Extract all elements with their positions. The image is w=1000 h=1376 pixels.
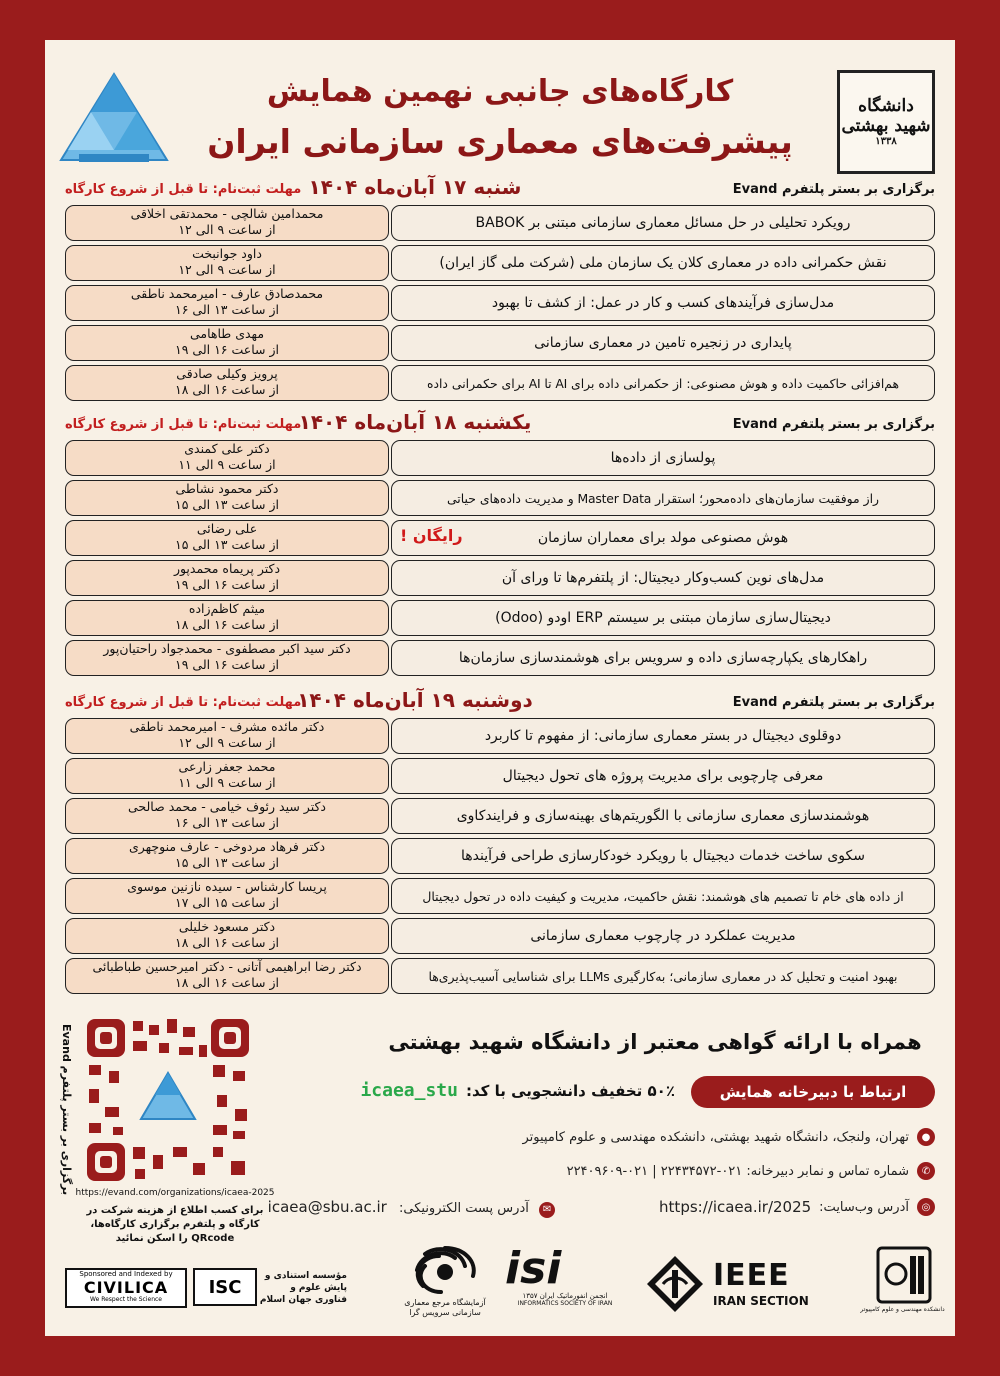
sbu-logo-text: دانشگاه شهید بهشتی <box>841 96 931 136</box>
workshop-speaker-card <box>65 958 389 994</box>
workshop-speaker-card <box>65 245 389 281</box>
discount-code: icaea_stu <box>360 1080 458 1101</box>
contact-secretariat-button[interactable]: ارتباط با دبیرخانه همایش <box>691 1076 935 1108</box>
day-3-deadline: مهلت ثبت‌نام: تا قبل از شروع کارگاه <box>65 695 302 710</box>
email-line <box>268 1198 555 1218</box>
sbu-logo-year: ۱۳۳۸ <box>875 136 897 147</box>
speaker-name: دکتر مائده مشرف - امیرمحمد ناطقی <box>129 719 325 734</box>
workshop-topic: دوقلوی دیجیتال در بستر معماری سازمانی: از مفهوم تا کاربرد <box>391 718 935 754</box>
workshop-topic: هوشمندسازی معماری سازمانی با الگوریتم‌های بهینه‌سازی و فرایندکاوی <box>391 798 935 834</box>
workshop-row <box>65 205 935 241</box>
workshop-speaker-card <box>65 285 389 321</box>
workshop-topic: پایداری در زنجیره تامین در معماری سازمانی <box>391 325 935 361</box>
isi-mark: isi <box>505 1243 562 1294</box>
workshop-topic: از داده های خام تا تصمیم های هوشمند: نقش حاکمیت، مدیریت و کیفیت داده در تحول دیجیتال <box>391 878 935 914</box>
workshop-time: از ساعت ۹ الی ۱۱ <box>178 457 276 472</box>
speaker-name: پرویز وکیلی صادقی <box>176 366 278 381</box>
workshop-speaker-card <box>65 600 389 636</box>
workshop-speaker-card <box>65 520 389 556</box>
isc-logo: ISC <box>193 1268 257 1306</box>
workshop-speaker-card <box>65 365 389 401</box>
faculty-caption: دانشکده مهندسی و علوم کامپیوتر <box>860 1306 945 1313</box>
workshop-speaker-card <box>65 918 389 954</box>
workshop-speaker-card <box>65 205 389 241</box>
workshop-time: از ساعت ۱۳ الی ۱۵ <box>174 497 279 512</box>
speaker-name: محمد جعفر زارعی <box>178 759 276 774</box>
workshop-speaker-card <box>65 440 389 476</box>
speaker-name: دکتر مسعود خلیلی <box>178 919 276 934</box>
workshop-time: از ساعت ۱۶ الی ۱۸ <box>174 935 279 950</box>
qr-url[interactable]: https://evand.com/organizations/icaea-2025 <box>75 1188 275 1198</box>
workshop-topic: راز موفقیت سازمان‌های داده‌محور؛ استقرار Master Data و مدیریت داده‌های حیاتی <box>391 480 935 516</box>
phone-text: شماره تماس و نمابر دبیرخانه: ۰۲۱-۲۲۴۳۴۵۷۲ | ۰۲۱-۲۲۴۰۹۶۰۹ <box>566 1163 909 1179</box>
day-2-deadline: مهلت ثبت‌نام: تا قبل از شروع کارگاه <box>65 417 302 432</box>
student-discount <box>360 1080 675 1101</box>
day-3-header <box>65 688 935 718</box>
workshop-time: از ساعت ۱۳ الی ۱۶ <box>174 302 279 317</box>
day-1-deadline: مهلت ثبت‌نام: تا قبل از شروع کارگاه <box>65 182 302 197</box>
workshop-topic: بهبود امنیت و تحلیل کد در معماری سازمانی؛ به‌کارگیری LLMs برای شناسایی آسیب‌پذیری‌ها <box>391 958 935 994</box>
certificate-note: همراه با ارائه گواهی معتبر از دانشگاه شهید بهشتی <box>388 1030 922 1054</box>
workshop-topic: مدل‌های نوین کسب‌وکار دیجیتال: از پلتفرم‌ها تا ورای آن <box>391 560 935 596</box>
workshop-row <box>65 440 935 476</box>
qr-code[interactable] <box>83 1015 253 1185</box>
speaker-name: دکتر رضا ابراهیمی آتانی - دکتر امیرحسین طباطبائی <box>92 959 362 974</box>
workshop-time: از ساعت ۱۶ الی ۱۸ <box>174 975 279 990</box>
website-link[interactable]: https://icaea.ir/2025 <box>659 1198 812 1216</box>
isc-caption: مؤسسه استنادی و پایش علوم و فناوری جهان اسلام <box>259 1271 347 1305</box>
email-icon: ✉ <box>539 1202 555 1218</box>
workshop-time: از ساعت ۱۶ الی ۱۹ <box>174 577 279 592</box>
sbu-logo <box>837 70 935 174</box>
workshop-speaker-card <box>65 640 389 676</box>
isi-logo <box>505 1243 625 1316</box>
address-text: تهران، ولنجک، دانشگاه شهید بهشتی، دانشکده مهندسی و علوم کامپیوتر <box>522 1129 909 1145</box>
workshop-time: از ساعت ۹ الی ۱۲ <box>178 735 276 750</box>
workshop-topic: نقش حکمرانی داده در معماری کلان یک سازمان ملی (شرکت ملی گاز ایران) <box>391 245 935 281</box>
workshop-topic: سکوی ساخت خدمات دیجیتال با رویکرد خودکارسازی طراحی فرآیندها <box>391 838 935 874</box>
workshop-row <box>65 878 935 914</box>
website-label: آدرس وب‌سایت: <box>819 1199 909 1215</box>
qr-instruction: برای کسب اطلاع از هزینه شرکت در کارگاه و پلتفرم برگزاری کارگاه‌ها، QRcode را اسکن نمائید <box>86 1205 264 1244</box>
workshop-time: از ساعت ۱۳ الی ۱۵ <box>174 855 279 870</box>
day-1-date: شنبه ۱۷ آبان‌ماه ۱۴۰۴ <box>308 175 522 199</box>
workshop-time: از ساعت ۱۶ الی ۱۸ <box>174 382 279 397</box>
civilica-name: CIVILICA <box>83 1278 169 1297</box>
speaker-name: دکتر فرهاد مردوخی - عارف منوچهری <box>128 839 326 854</box>
isi-caption-en: INFORMATICS SOCIETY OF IRAN <box>517 1300 613 1307</box>
faculty-logo <box>850 1246 955 1320</box>
speaker-name: دکتر سید اکبر مصطفوی - محمدجواد راحتیان‌پور <box>103 641 351 656</box>
day-2-platform: برگزاری بر بستر پلتفرم Evand <box>732 417 935 432</box>
title-line-2: پیشرفت‌های معماری سازمانی ایران <box>207 122 793 161</box>
day-3-section <box>65 688 935 998</box>
workshop-row <box>65 640 935 676</box>
day-2-section <box>65 410 935 680</box>
workshop-topic: مدیریت عملکرد در چارچوب معماری سازمانی <box>391 918 935 954</box>
phone-line <box>567 1162 935 1180</box>
workshop-row <box>65 285 935 321</box>
workshop-speaker-card <box>65 798 389 834</box>
workshop-row <box>65 718 935 754</box>
workshop-topic: هم‌افزائی حاکمیت داده و هوش مصنوعی: از حکمرانی داده برای AI تا AI برای حکمرانی داده <box>391 365 935 401</box>
workshop-topic: دیجیتال‌سازی سازمان مبتنی بر سیستم ERP اودو (Odoo) <box>391 600 935 636</box>
speaker-name: علی رضائی <box>196 521 258 536</box>
workshop-speaker-card <box>65 718 389 754</box>
workshop-speaker-card <box>65 838 389 874</box>
workshop-time: از ساعت ۹ الی ۱۲ <box>178 222 276 237</box>
civilica-tagline: We Respect the Science <box>90 1296 162 1303</box>
workshop-row <box>65 600 935 636</box>
day-2-header <box>65 410 935 440</box>
speaker-name: دکتر محمود نشاطی <box>175 481 279 496</box>
workshop-row <box>65 560 935 596</box>
soa-lab-swirl-icon <box>395 1240 495 1298</box>
ieee-wordmark: IEEE <box>713 1258 790 1293</box>
speaker-name: محمدصادق عارف - امیرمحمد ناطقی <box>130 286 324 301</box>
workshop-speaker-card <box>65 758 389 794</box>
location-pin-icon: ● <box>917 1128 935 1146</box>
icaea-pyramid-logo <box>55 70 173 170</box>
poster <box>45 40 955 1336</box>
soa-lab-logo <box>395 1240 495 1320</box>
workshop-topic: رویکرد تحلیلی در حل مسائل معماری سازمانی مبتنی بر BABOK <box>391 205 935 241</box>
speaker-name: داود جوانبخت <box>192 246 262 261</box>
workshop-time: از ساعت ۱۳ الی ۱۵ <box>174 537 279 552</box>
workshop-time: از ساعت ۱۶ الی ۱۹ <box>174 657 279 672</box>
workshop-row <box>65 758 935 794</box>
workshop-row <box>65 798 935 834</box>
workshop-time: از ساعت ۱۶ الی ۱۹ <box>174 342 279 357</box>
workshop-row <box>65 918 935 954</box>
sponsor-logos <box>65 1240 945 1320</box>
isi-caption-fa: انجمن انفورماتیک ایران ۱۳۵۷ <box>522 1292 608 1300</box>
workshop-time: از ساعت ۱۳ الی ۱۶ <box>174 815 279 830</box>
workshop-topic: راهکارهای یکپارچه‌سازی داده و سرویس برای هوشمندسازی سازمان‌ها <box>391 640 935 676</box>
workshop-row <box>65 365 935 401</box>
speaker-name: دکتر علی کمندی <box>184 441 270 456</box>
speaker-name: دکتر سید رئوف خیامی - محمد صالحی <box>128 799 326 814</box>
day-3-date: دوشنبه ۱۹ آبان‌ماه ۱۴۰۴ <box>297 688 533 712</box>
workshop-row <box>65 520 935 556</box>
workshop-speaker-card <box>65 878 389 914</box>
workshop-time: از ساعت ۹ الی ۱۱ <box>178 775 276 790</box>
discount-text: ۵۰٪ تخفیف دانشجویی با کد: <box>466 1082 675 1100</box>
workshop-time: از ساعت ۹ الی ۱۲ <box>178 262 276 277</box>
email-label: آدرس پست الکترونیکی: <box>399 1201 529 1216</box>
qr-side-caption: برگزاری بر بستر پلتفرم Evand <box>60 1024 73 1196</box>
ieee-iran-logo <box>645 1250 825 1320</box>
workshop-row <box>65 325 935 361</box>
workshop-topic: مدل‌سازی فرآیندهای کسب و کار در عمل: از کشف تا بهبود <box>391 285 935 321</box>
workshop-time: از ساعت ۱۶ الی ۱۸ <box>174 617 279 632</box>
speaker-name: پریسا کارشناس - سیده نازنین موسوی <box>127 879 327 894</box>
workshop-topic: پولسازی از داده‌ها <box>391 440 935 476</box>
workshop-topic: معرفی چارچوبی برای مدیریت پروژه‌ های تحول دیجیتال <box>391 758 935 794</box>
ieee-diamond-icon <box>645 1254 705 1314</box>
day-3-platform: برگزاری بر بستر پلتفرم Evand <box>732 695 935 710</box>
civilica-tagline-top: Sponsored and Indexed by <box>79 1270 173 1278</box>
workshop-speaker-card <box>65 560 389 596</box>
email-link[interactable]: icaea@sbu.ac.ir <box>267 1198 387 1216</box>
workshop-topic: هوش مصنوعی مولد برای معماران سازمان <box>391 520 935 556</box>
address-line <box>522 1128 935 1146</box>
workshop-row <box>65 958 935 994</box>
workshop-row <box>65 480 935 516</box>
title-line-1: کارگاه‌های جانبی نهمین همایش <box>266 74 734 109</box>
day-1-section <box>65 175 935 405</box>
day-2-date: یکشنبه ۱۸ آبان‌ماه ۱۴۰۴ <box>298 410 532 434</box>
civilica-logo <box>65 1268 187 1308</box>
day-1-header <box>65 175 935 205</box>
faculty-emblem-icon <box>876 1246 932 1304</box>
workshop-speaker-card <box>65 325 389 361</box>
workshop-time: از ساعت ۱۵ الی ۱۷ <box>174 895 279 910</box>
speaker-name: میثم کاظم‌زاده <box>188 601 266 616</box>
globe-icon: ◎ <box>917 1198 935 1216</box>
workshop-speaker-card <box>65 480 389 516</box>
speaker-name: محمدامین شالچی - محمدتقی اخلاقی <box>130 206 324 221</box>
speaker-name: مهدی طاهامی <box>189 326 265 341</box>
free-badge: رایگان ! <box>400 526 463 545</box>
website-line <box>659 1198 935 1216</box>
soa-lab-caption: آزمایشگاه مرجع معماری سازمانی سرویس گرا <box>404 1298 486 1317</box>
workshop-row <box>65 838 935 874</box>
workshop-row <box>65 245 935 281</box>
phone-icon: ✆ <box>917 1162 935 1180</box>
day-1-platform: برگزاری بر بستر پلتفرم Evand <box>732 182 935 197</box>
speaker-name: دکتر پریماه محمدپور <box>173 561 281 576</box>
ieee-section: IRAN SECTION <box>713 1294 809 1308</box>
